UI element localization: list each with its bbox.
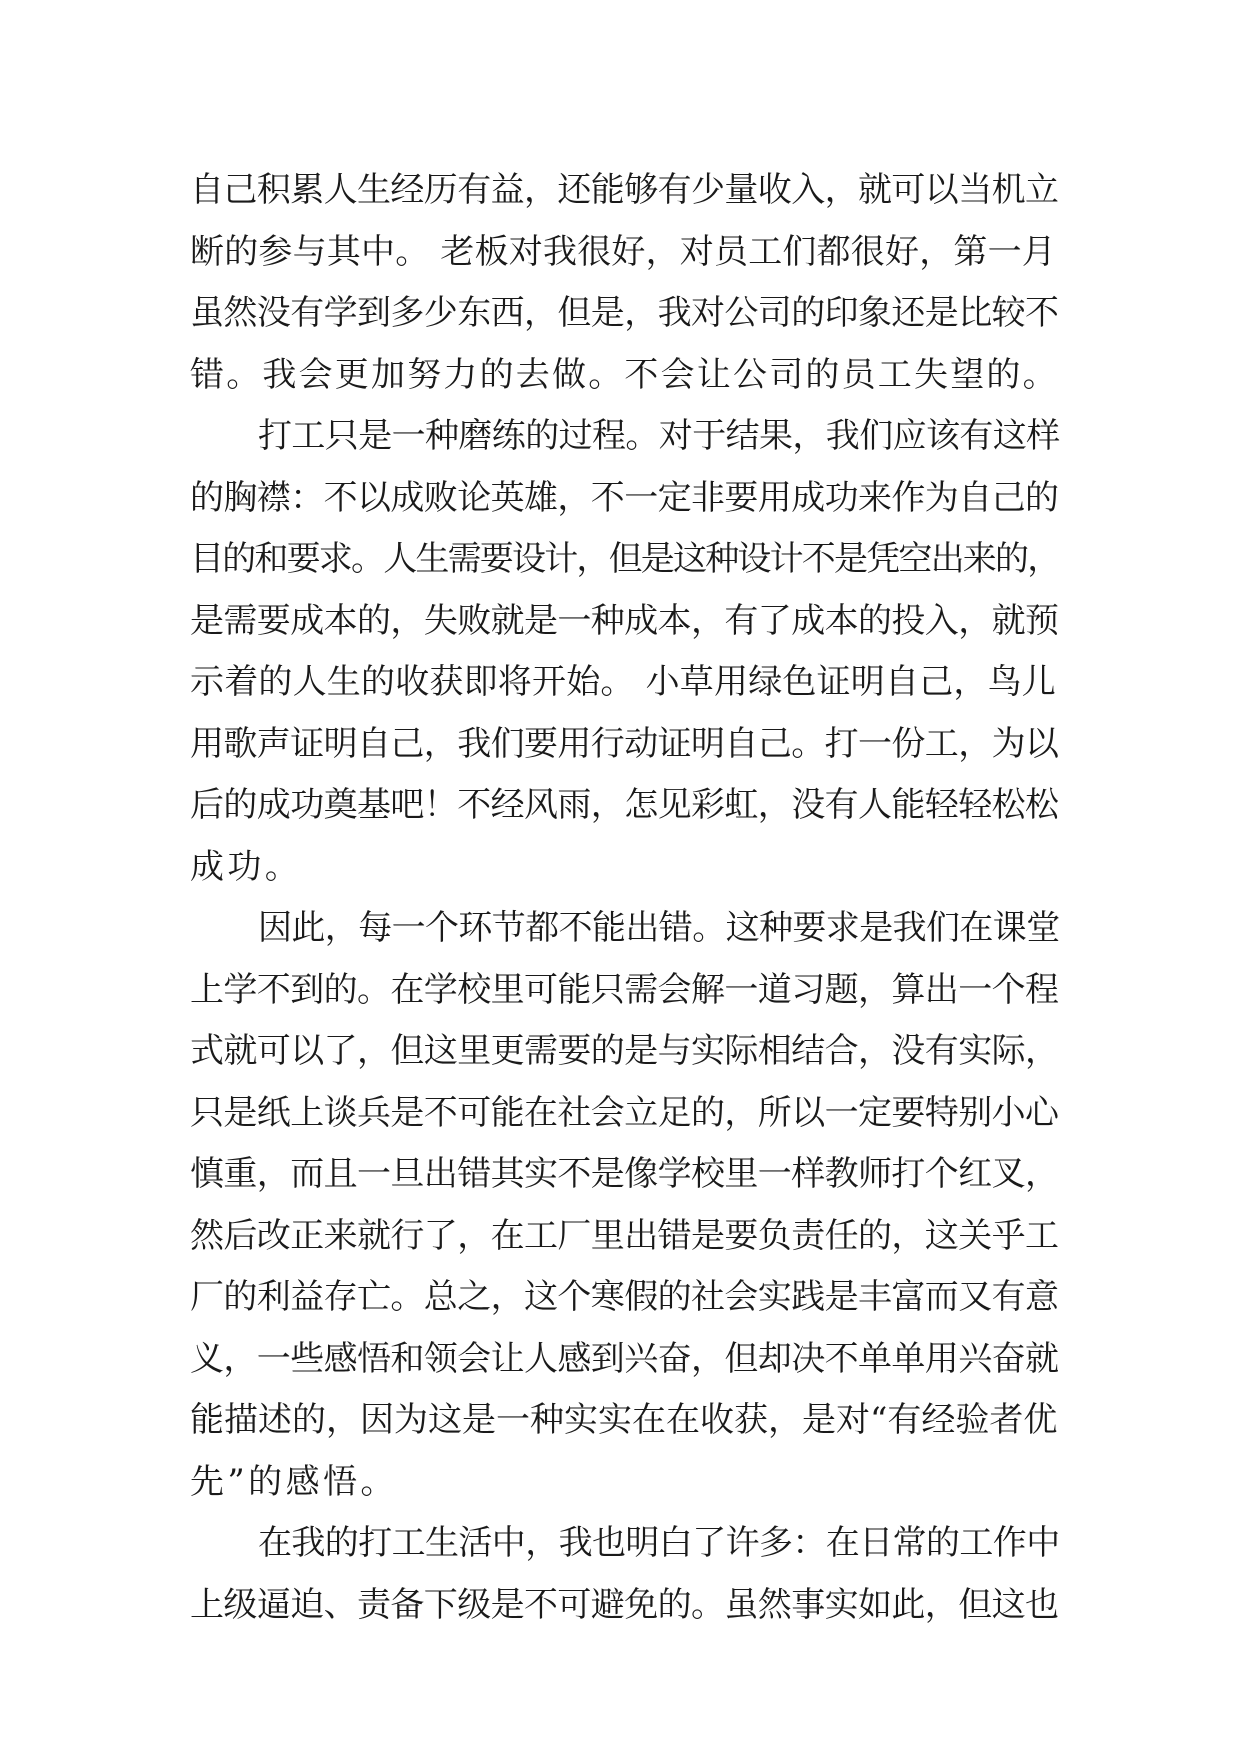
text-line: 成功。	[190, 846, 303, 887]
text-line: 上学不到的。在学校里可能只需会解一道习题，算出一个程	[190, 969, 1059, 1010]
text-line: 是需要成本的，失败就是一种成本，有了成本的投入，就预	[190, 600, 1059, 641]
text-line: 错。我会更加努力的去做。不会让公司的员工失望的。	[190, 354, 1059, 395]
text-line: 目的和要求。人生需要设计，但是这种设计不是凭空出来的，	[190, 539, 1060, 579]
paragraph-first-line: 打工只是一种磨练的过程。对于结果，我们应该有这样	[258, 416, 1060, 456]
text-line: 的胸襟：不以成败论英雄，不一定非要用成功来作为自己的	[190, 477, 1059, 518]
text-line: 示着的人生的收获即将开始。 小草用绿色证明自己，鸟儿	[190, 662, 1057, 702]
body-text	[190, 160, 1060, 1636]
text-line: 能描述的，因为这是一种实实在在收获，是对“有经验者优	[190, 1400, 1058, 1440]
text-line: 虽然没有学到多少东西，但是，我对公司的印象还是比较不	[190, 293, 1059, 333]
text-line: 自己积累人生经历有益，还能够有少量收入，就可以当机立	[190, 170, 1059, 210]
text-line: 厂的利益存亡。总之，这个寒假的社会实践是丰富而又有意	[190, 1277, 1059, 1317]
text-line: 先”的感悟。	[190, 1461, 398, 1502]
text-line: 只是纸上谈兵是不可能在社会立足的，所以一定要特别小心	[190, 1092, 1059, 1133]
paragraph-first-line: 因此，每一个环节都不能出错。这种要求是我们在课堂	[258, 908, 1060, 948]
text-line: 式就可以了，但这里更需要的是与实际相结合，没有实际，	[190, 1031, 1059, 1071]
text-line: 上级逼迫、责备下级是不可避免的。虽然事实如此，但这也	[190, 1584, 1059, 1625]
text-line: 后的成功奠基吧！不经风雨，怎见彩虹，没有人能轻轻松松	[190, 785, 1059, 825]
text-line: 义，一些感悟和领会让人感到兴奋，但却决不单单用兴奋就	[190, 1338, 1059, 1379]
paragraph-first-line: 在我的打工生活中，我也明白了许多：在日常的工作中	[258, 1523, 1060, 1563]
text-line: 用歌声证明自己，我们要用行动证明自己。打一份工，为以	[190, 723, 1059, 764]
text-line: 慎重，而且一旦出错其实不是像学校里一样教师打个红叉，	[190, 1154, 1059, 1194]
text-line: 断的参与其中。 老板对我很好，对员工们都很好，第一月	[190, 231, 1057, 272]
text-line: 然后改正来就行了，在工厂里出错是要负责任的，这关乎工	[190, 1215, 1059, 1256]
